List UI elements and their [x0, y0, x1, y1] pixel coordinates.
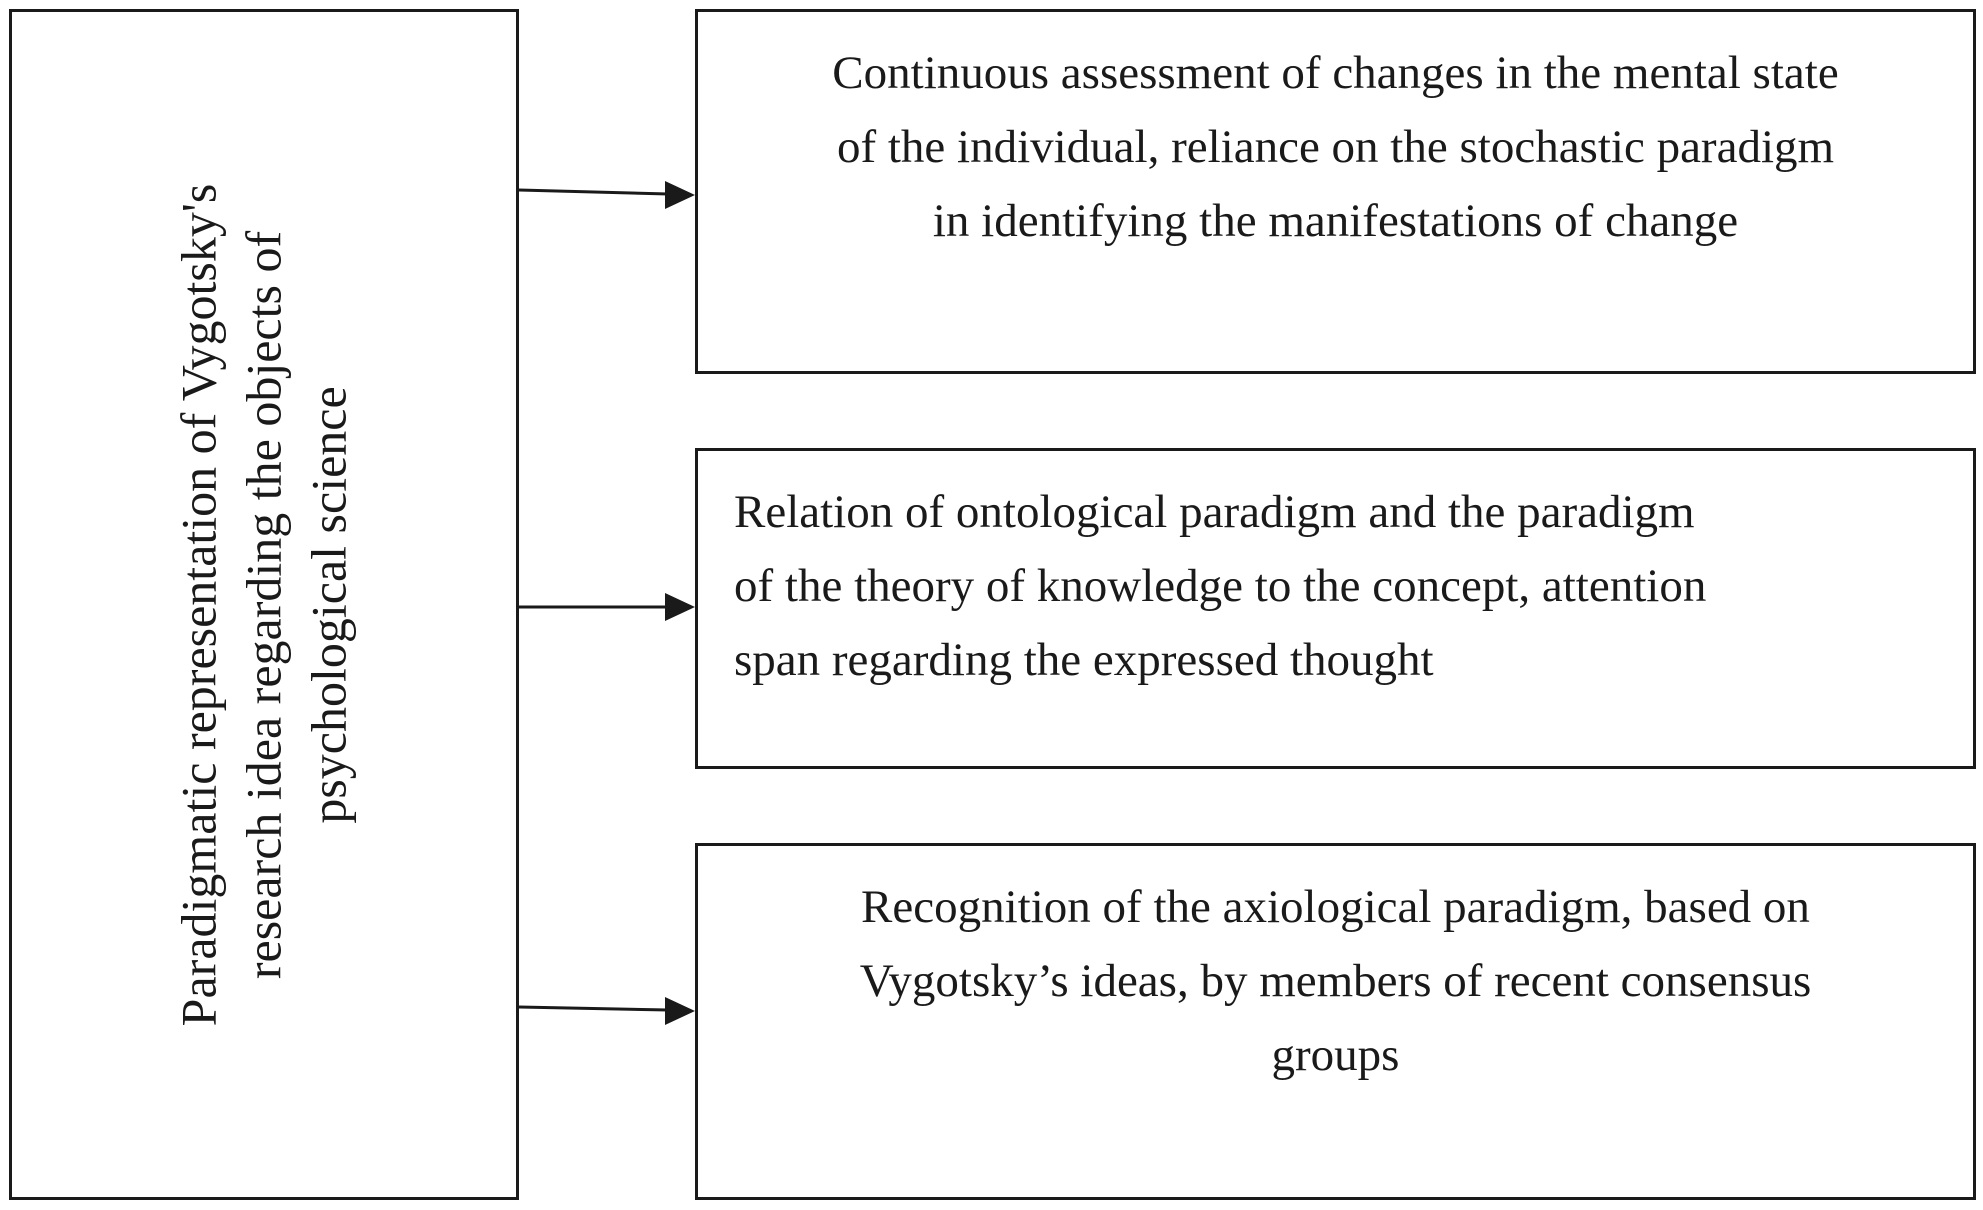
root-label: [167, 75, 362, 1135]
target-box-1-line-3: in identifying the manifestations of change: [932, 195, 1739, 247]
target-box-3-line-1: Recognition of the axiological paradigm, based on: [861, 881, 1810, 933]
target-box-3: [695, 843, 1976, 1200]
target-box-2: [695, 448, 1976, 769]
target-box-2-line-3: span regarding the expressed thought: [734, 634, 1434, 686]
target-box-2-line-1: Relation of ontological paradigm and the paradigm: [734, 486, 1695, 538]
root-label-line-2: research idea regarding the objects of: [235, 230, 292, 979]
target-box-1-line-2: of the individual, reliance on the stochastic paradigm: [836, 121, 1835, 173]
root-label-line-1: Paradigmatic representation of Vygotsky's: [170, 183, 227, 1026]
target-box-1: [695, 9, 1976, 374]
target-box-2-text: [734, 475, 1937, 697]
root-box: [9, 9, 519, 1200]
target-box-1-text: [734, 36, 1937, 258]
arrow-to-box-3: [519, 997, 695, 1025]
target-box-3-line-2: Vygotsky’s ideas, by members of recent consensus: [859, 955, 1812, 1007]
target-box-2-line-2: of the theory of knowledge to the concept, attention: [734, 560, 1707, 612]
root-label-line-3: psychological science: [300, 385, 357, 824]
target-box-3-text: [734, 870, 1937, 1092]
target-box-3-line-3: groups: [1271, 1029, 1400, 1081]
arrow-to-box-2: [519, 593, 695, 621]
target-box-1-line-1: Continuous assessment of changes in the mental state: [832, 47, 1839, 99]
arrow-to-box-1: [519, 181, 695, 209]
